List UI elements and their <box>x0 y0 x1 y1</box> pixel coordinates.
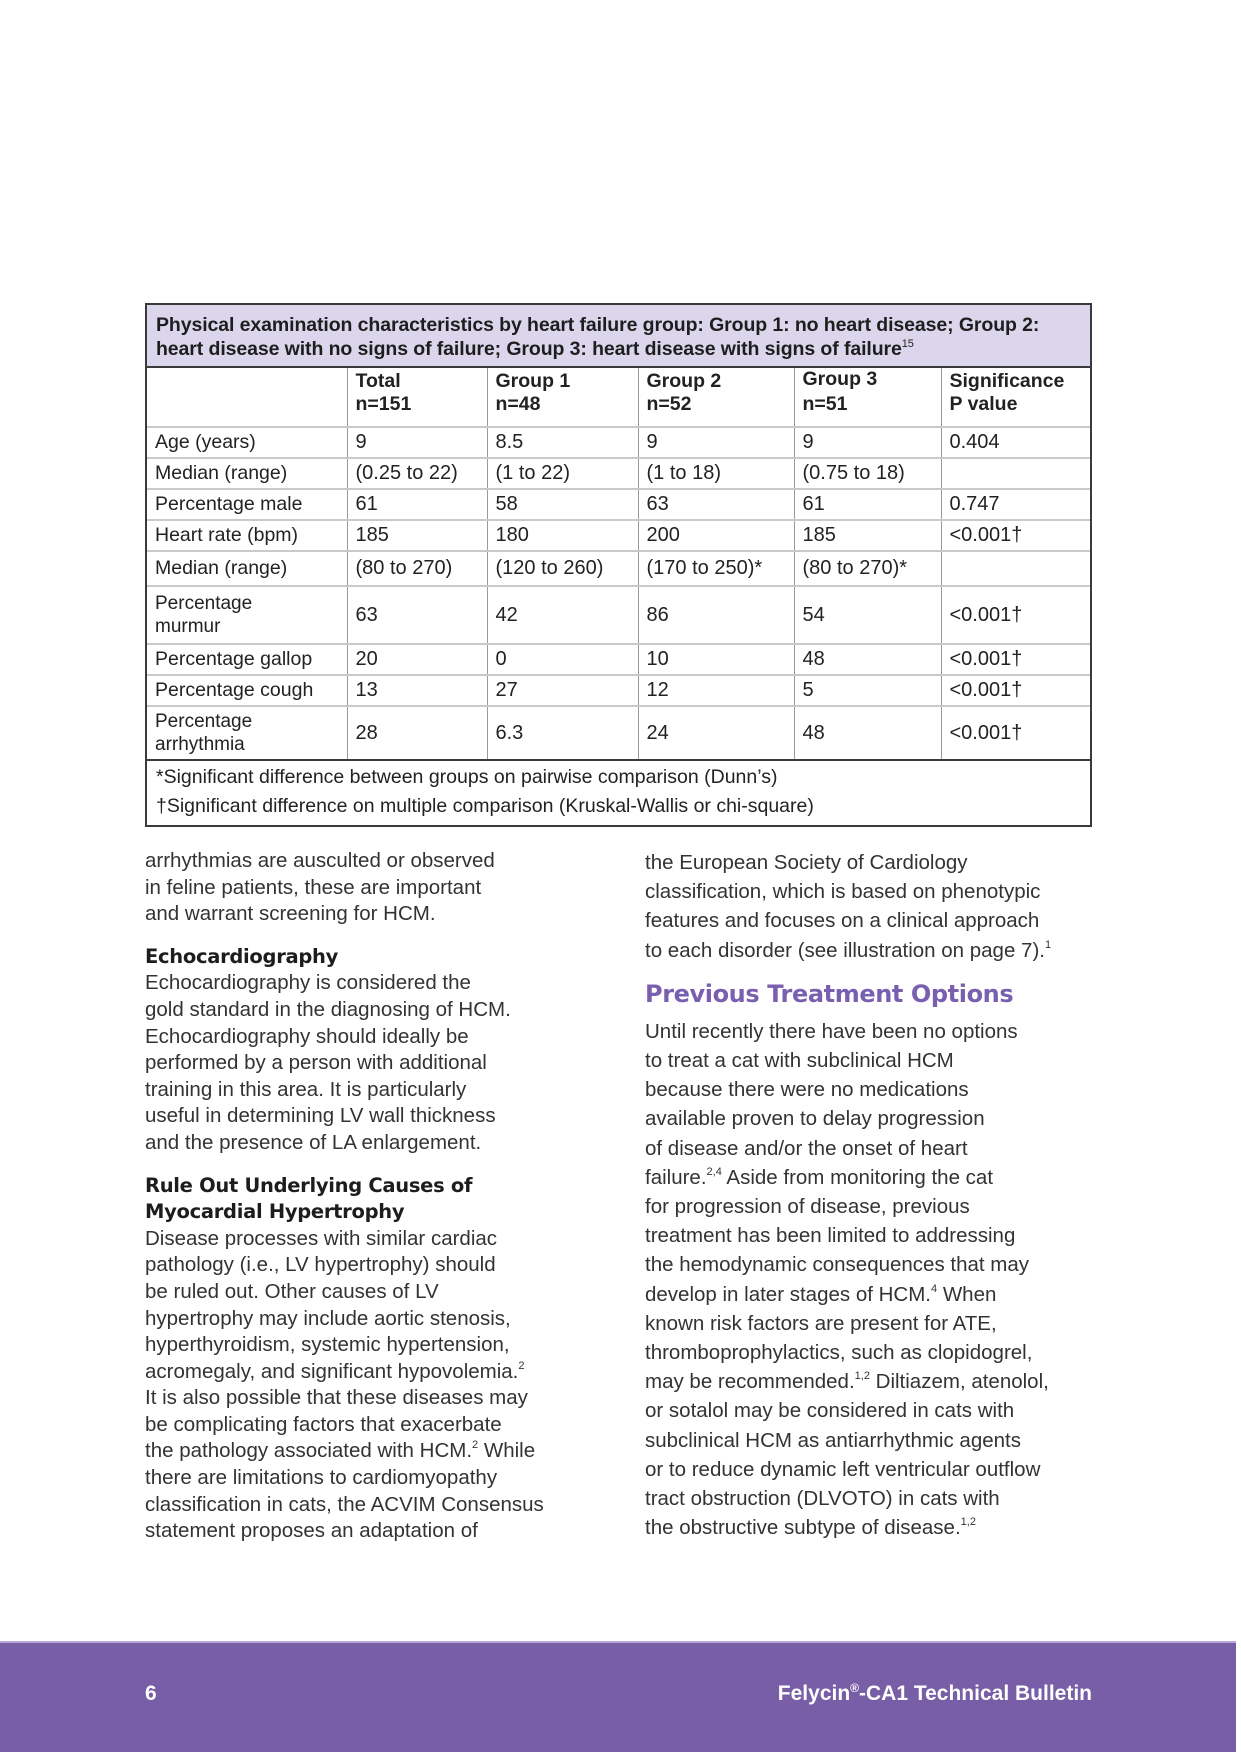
text-line: classification in cats, the ACVIM Consensus <box>145 1492 544 1516</box>
caption-reference: 15 <box>901 338 914 350</box>
text-line: Aside from monitoring the cat <box>721 1165 994 1189</box>
citation: 2 <box>472 1439 479 1452</box>
footnote-pairwise: *Significant difference between groups on pairwise comparison (Dunn’s) <box>156 766 778 788</box>
cell-group-3: 48 <box>794 706 941 760</box>
text-line: may be recommended. <box>645 1370 855 1394</box>
table-row <box>147 675 1090 706</box>
cell-group-1: 8.5 <box>487 427 638 458</box>
header-label: Group 1 <box>495 370 571 392</box>
cell-p-value <box>941 458 1090 489</box>
text-line: useful in determining LV wall thickness <box>145 1104 496 1128</box>
cell-group-2: 86 <box>638 586 794 644</box>
table-header-row <box>147 368 1090 427</box>
echocardiography-paragraph <box>145 970 585 1156</box>
cell-group-2: 200 <box>638 520 794 551</box>
cell-group-3: 5 <box>794 675 941 706</box>
text-line: of disease and/or the onset of heart <box>645 1136 968 1160</box>
cell-group-2: 24 <box>638 706 794 760</box>
row-label-line: Percentage <box>155 711 253 732</box>
citation: 2,4 <box>706 1165 722 1178</box>
text-line: While <box>478 1439 536 1463</box>
text-line: When <box>937 1282 997 1306</box>
text-line: Disease processes with similar cardiac <box>145 1226 498 1250</box>
registered-mark: ® <box>850 1681 860 1695</box>
cell-group-1: (120 to 260) <box>487 551 638 586</box>
text-line: the European Society of Cardiology <box>645 851 968 874</box>
cell-group-3: 54 <box>794 586 941 644</box>
cell-p-value: 0.747 <box>941 489 1090 520</box>
row-label: Heart rate (bpm) <box>147 520 347 551</box>
table-row <box>147 458 1090 489</box>
cell-total: 20 <box>347 644 487 675</box>
row-label: Percentage cough <box>147 675 347 706</box>
physical-exam-table <box>145 303 1092 827</box>
table-row <box>147 489 1090 520</box>
bulletin-title-suffix: -CA1 Technical Bulletin <box>859 1682 1092 1705</box>
row-label: Median (range) <box>147 551 347 586</box>
cell-group-1: 180 <box>487 520 638 551</box>
text-line: training in this area. It is particularly <box>145 1077 467 1101</box>
text-line: It is also possible that these diseases may <box>145 1386 528 1410</box>
cell-group-2: 63 <box>638 489 794 520</box>
citation: 2 <box>518 1359 525 1372</box>
cell-total: (0.25 to 22) <box>347 458 487 489</box>
text-line: features and focuses on a clinical approach <box>645 909 1040 933</box>
table-row <box>147 706 1090 760</box>
cell-group-1: 0 <box>487 644 638 675</box>
table-footnotes <box>147 761 1090 825</box>
row-label-line: murmur <box>155 616 221 637</box>
text-line: Diltiazem, atenolol, <box>869 1370 1049 1394</box>
text-line: develop in later stages of HCM. <box>645 1282 931 1306</box>
text-line: subclinical HCM as antiarrhythmic agents <box>645 1428 1021 1452</box>
row-label-line: Percentage <box>155 593 253 614</box>
section-title-previous-treatment: Previous Treatment Options <box>645 979 1014 1008</box>
cell-group-3: 185 <box>794 520 941 551</box>
text-line: known risk factors are present for ATE, <box>645 1311 997 1335</box>
text-line: because there were no medications <box>645 1078 969 1102</box>
header-n: n=52 <box>646 393 692 415</box>
header-group-1 <box>487 368 638 427</box>
right-text-column <box>645 848 1095 1542</box>
text-line: the obstructive subtype of disease. <box>645 1516 961 1540</box>
text-line: pathology (i.e., LV hypertrophy) should <box>145 1253 496 1277</box>
cell-group-3: 9 <box>794 427 941 458</box>
cell-group-3: (0.75 to 18) <box>794 458 941 489</box>
header-label: Significance <box>949 370 1065 392</box>
cell-group-2: 12 <box>638 675 794 706</box>
text-line: failure. <box>645 1165 707 1189</box>
treatment-paragraph <box>645 1017 1095 1543</box>
bulletin-title <box>778 1682 1092 1706</box>
cell-total: 185 <box>347 520 487 551</box>
text-line: for progression of disease, previous <box>645 1195 970 1219</box>
citation: 1,2 <box>960 1516 976 1529</box>
table-row <box>147 644 1090 675</box>
cell-group-2: 9 <box>638 427 794 458</box>
row-label <box>147 586 347 644</box>
text-line: treatment has been limited to addressing <box>645 1224 1016 1248</box>
text-line: gold standard in the diagnosing of HCM. <box>145 997 511 1021</box>
citation: 1 <box>1044 938 1052 951</box>
text-line: performed by a person with additional <box>145 1051 487 1075</box>
row-label: Median (range) <box>147 458 347 489</box>
header-significance <box>941 368 1090 427</box>
text-line: thromboprophylactics, such as clopidogrel, <box>645 1341 1033 1365</box>
cell-group-1: 6.3 <box>487 706 638 760</box>
header-group-2 <box>638 368 794 427</box>
rule-out-paragraph <box>145 1226 585 1545</box>
row-label-line: arrhythmia <box>155 734 245 755</box>
header-label: Total <box>355 370 401 392</box>
text-line: acromegaly, and significant hypovolemia. <box>145 1359 519 1383</box>
cell-p-value: <0.001† <box>941 706 1090 760</box>
table-row <box>147 551 1090 586</box>
cell-group-3: 61 <box>794 489 941 520</box>
footer-band <box>0 1641 1236 1752</box>
table-row <box>147 520 1090 551</box>
footnote-multiple: †Significant difference on multiple comparison (Kruskal-Wallis or chi-square) <box>156 795 814 817</box>
text-line: or sotalol may be considered in cats with <box>645 1399 1015 1423</box>
text-line: and warrant screening for HCM. <box>145 902 436 926</box>
row-label: Percentage male <box>147 489 347 520</box>
table-row <box>147 427 1090 458</box>
cell-group-3: 48 <box>794 644 941 675</box>
text-line: be ruled out. Other causes of LV <box>145 1279 439 1303</box>
cell-total: (80 to 270) <box>347 551 487 586</box>
text-line: the hemodynamic consequences that may <box>645 1253 1030 1277</box>
text-line: Until recently there have been no options <box>645 1019 1018 1043</box>
cell-p-value: <0.001† <box>941 644 1090 675</box>
cell-total: 61 <box>347 489 487 520</box>
cell-p-value: <0.001† <box>941 675 1090 706</box>
brand-name: Felycin <box>777 1682 851 1705</box>
header-n: n=51 <box>802 393 848 415</box>
intro-paragraph <box>145 848 585 928</box>
rule-out-heading <box>145 1173 585 1226</box>
cell-p-value: 0.404 <box>941 427 1090 458</box>
header-group-3 <box>794 368 941 427</box>
text-line: to treat a cat with subclinical HCM <box>645 1049 954 1073</box>
text-line: the pathology associated with HCM. <box>145 1439 473 1463</box>
text-line: tract obstruction (DLVOTO) in cats with <box>645 1487 1000 1511</box>
header-n: n=48 <box>495 393 541 415</box>
row-label <box>147 706 347 760</box>
cell-p-value <box>941 551 1090 586</box>
table-row <box>147 586 1090 644</box>
cell-total: 9 <box>347 427 487 458</box>
row-label: Percentage gallop <box>147 644 347 675</box>
text-line: arrhythmias are ausculted or observed <box>145 849 495 872</box>
text-line: Echocardiography should ideally be <box>145 1024 469 1048</box>
header-n: n=151 <box>355 393 412 415</box>
heading-line: Rule Out Underlying Causes of <box>145 1173 473 1197</box>
header-label: Group 3 <box>802 368 878 390</box>
text-line: or to reduce dynamic left ventricular outflow <box>645 1457 1041 1481</box>
cell-group-1: (1 to 22) <box>487 458 638 489</box>
text-line: classification, which is based on phenotypic <box>645 880 1041 904</box>
cell-total: 13 <box>347 675 487 706</box>
page-number: 6 <box>145 1682 157 1705</box>
text-line: in feline patients, these are important <box>145 875 482 899</box>
heading-line: Myocardial Hypertrophy <box>145 1200 405 1224</box>
cell-total: 28 <box>347 706 487 760</box>
cell-group-2: 10 <box>638 644 794 675</box>
cell-group-2: (170 to 250)* <box>638 551 794 586</box>
table-caption-text: Physical examination characteristics by heart failure group: Group 1: no heart disease; Group 2: heart disease with no signs of failure; Group 3: heart disease with signs of failure <box>156 314 1040 360</box>
citation: 1,2 <box>854 1370 870 1383</box>
text-line: hyperthyroidism, systemic hypertension, <box>145 1333 510 1357</box>
echocardiography-heading: Echocardiography <box>145 944 339 968</box>
header-total <box>347 368 487 427</box>
text-line: hypertrophy may include aortic stenosis, <box>145 1306 511 1330</box>
cell-group-1: 42 <box>487 586 638 644</box>
table-caption <box>147 305 1090 368</box>
text-line: and the presence of LA enlargement. <box>145 1130 482 1154</box>
cell-group-3: (80 to 270)* <box>794 551 941 586</box>
cell-p-value: <0.001† <box>941 586 1090 644</box>
cell-total: 63 <box>347 586 487 644</box>
text-line: to each disorder (see illustration on page 7). <box>645 938 1045 962</box>
text-line: there are limitations to cardiomyopathy <box>145 1466 498 1490</box>
left-text-column <box>145 848 585 1545</box>
citation: 4 <box>931 1282 938 1295</box>
header-empty <box>147 368 347 427</box>
cell-group-2: (1 to 18) <box>638 458 794 489</box>
row-label: Age (years) <box>147 427 347 458</box>
text-line: statement proposes an adaptation of <box>145 1519 478 1543</box>
cell-p-value: <0.001† <box>941 520 1090 551</box>
header-label: Group 2 <box>646 370 722 392</box>
cell-group-1: 58 <box>487 489 638 520</box>
text-line: be complicating factors that exacerbate <box>145 1412 502 1436</box>
text-line: Echocardiography is considered the <box>145 971 471 995</box>
header-n: P value <box>949 393 1018 415</box>
text-line: available proven to delay progression <box>645 1107 985 1131</box>
table-grid <box>147 368 1090 761</box>
cell-group-1: 27 <box>487 675 638 706</box>
classification-paragraph <box>645 848 1095 965</box>
